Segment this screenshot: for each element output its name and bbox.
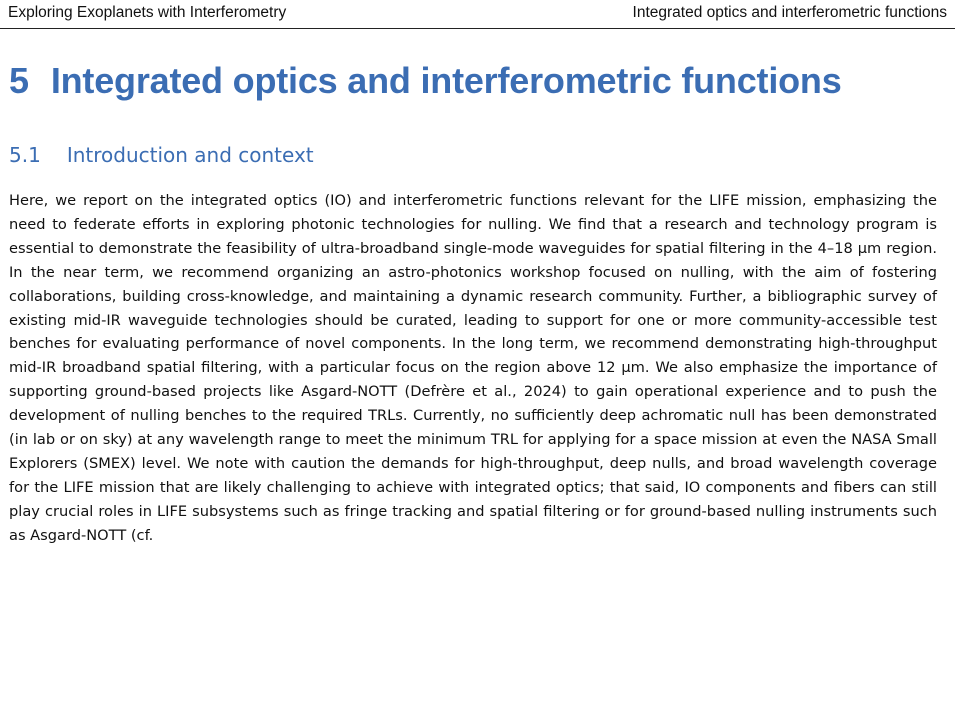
section-title-text: Introduction and context <box>66 143 314 167</box>
section-title <box>9 143 314 167</box>
chapter-title-text: Integrated optics and interferometric functions <box>50 60 842 101</box>
body-paragraph: Here, we report on the integrated optics (IO) and interferometric functions relevant for the LIFE mission, emphasizing the need to federate efforts in exploring photonic technologies for nulling. We find that a research and technology program is essential to demonstrate the feasibility of ultra-broadband single-mode waveguides for spatial filtering in the 4–18 μm region. In the near term, we recommend organizing an astro-photonics workshop focused on nulling, with the aim of fostering collaborations, building cross-knowledge, and maintaining a dynamic research community. Further, a bibliographic survey of existing mid-IR waveguide technologies should be curated, leading to support for one or more community-accessible test benches for evaluating performance of novel components. In the long term, we recommend demonstrating high-throughput mid-IR broadband spatial filtering, with a particular focus on the region above 12 μm. We also emphasize the importance of supporting ground-based projects like Asgard-NOTT (Defrère et al., 2024) to gain operational experience and to push the development of nulling benches to the required TRLs. Currently, no sufficiently deep achromatic null has been demonstrated (in lab or on sky) at any wavelength range to meet the minimum TRL for applying for a space mission at even the NASA Small Explorers (SMEX) level. We note with caution the demands for high-throughput, deep nulls, and broad wavelength coverage for the LIFE mission that are likely challenging to achieve with integrated optics; that said, IO components and fibers can still play crucial roles in LIFE subsystems such as fringe tracking and spatial filtering or for ground-based nulling instruments such as Asgard-NOTT (cf. <box>9 192 937 544</box>
running-header-right: Integrated optics and interferometric functions <box>632 4 947 21</box>
section-number: 5.1 <box>9 143 41 167</box>
running-header-left: Exploring Exoplanets with Interferometry <box>8 4 287 21</box>
header-rule <box>0 28 955 29</box>
chapter-title <box>9 60 842 102</box>
running-header <box>8 2 947 24</box>
chapter-number: 5 <box>9 60 29 101</box>
